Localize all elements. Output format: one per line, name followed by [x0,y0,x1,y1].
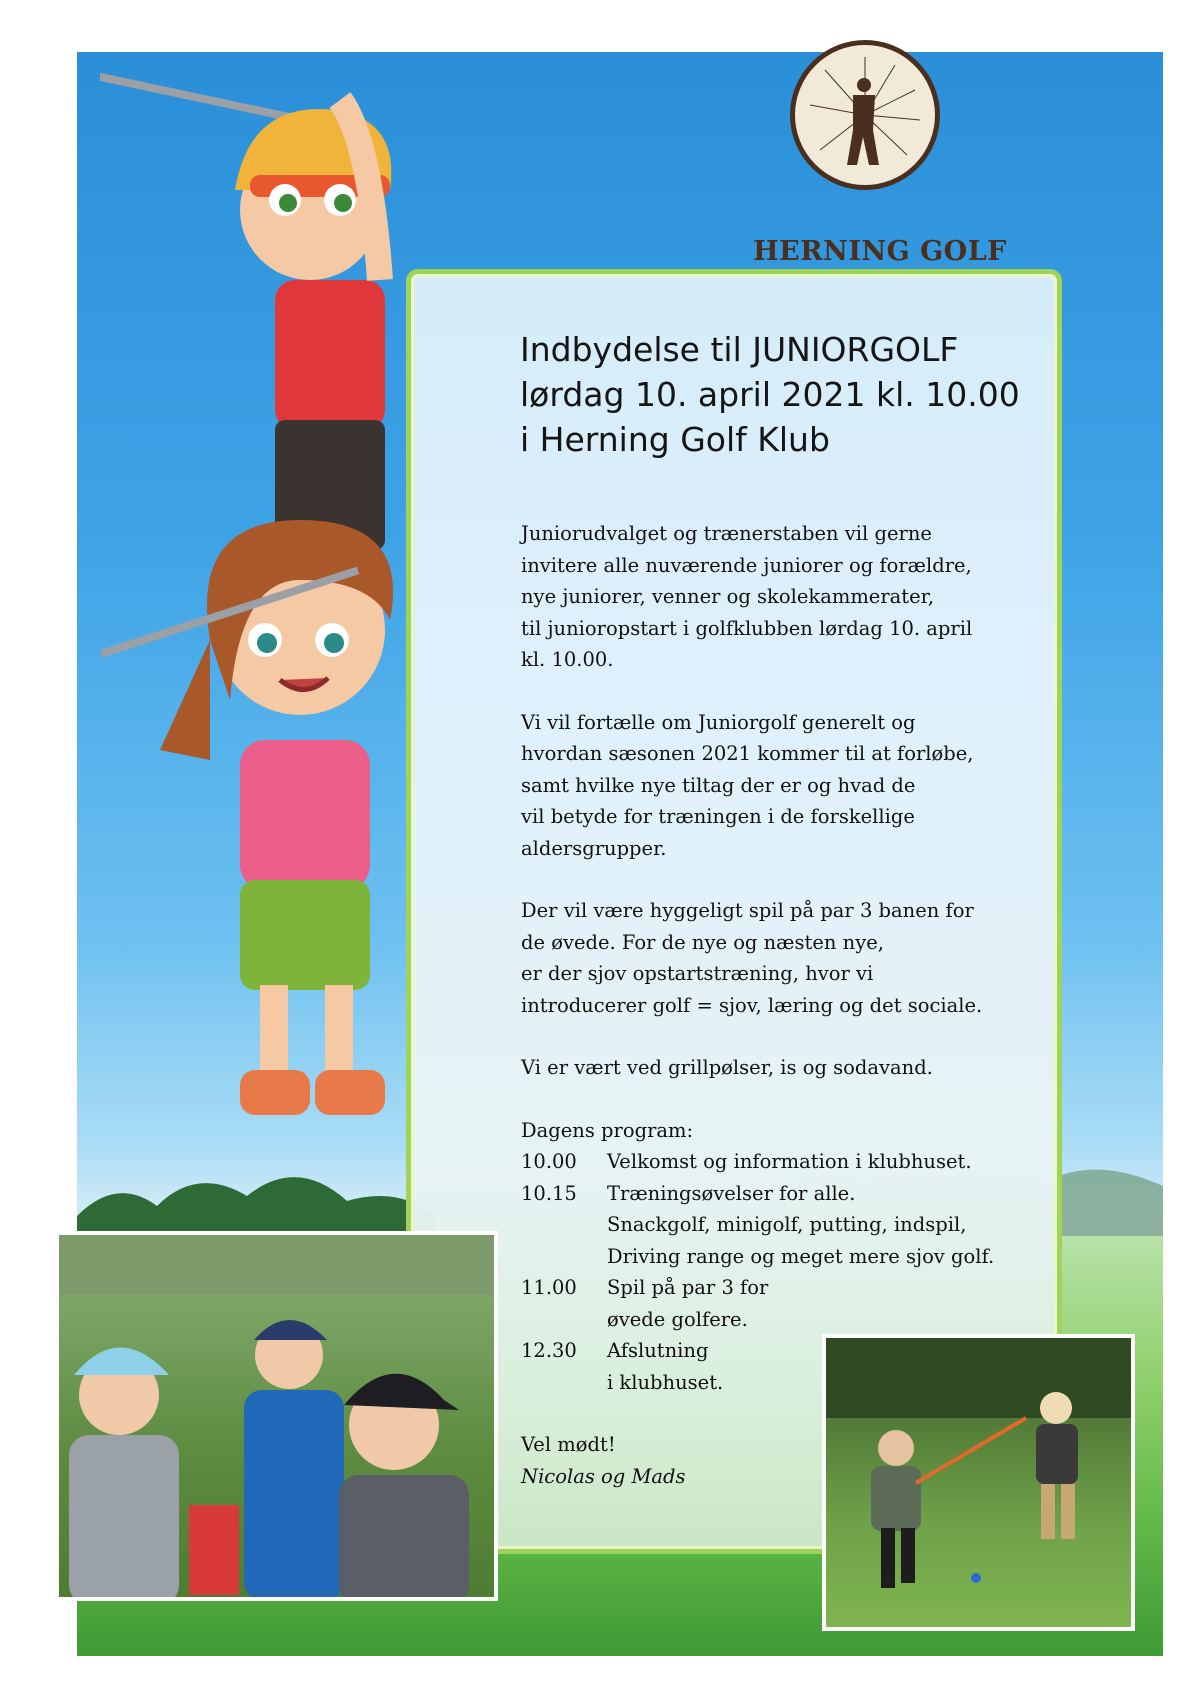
signoff-greeting: Vel mødt! [521,1433,616,1456]
program-time: 12.30 [521,1339,577,1362]
paragraph-season: Vi vil fortælle om Juniorgolf generelt og hvordan sæsonen 2021 kommer til at forløbe, samt hvilke nye tiltag der er og hvad de vil betyde for træningen i de forskellige aldersgrupper. [521,710,974,860]
program-description: Træningsøvelser for alle. Snackgolf, minigolf, putting, indspil, Driving range og meget mere sjov golf. [607,1181,995,1268]
heading-line-2: lørdag 10. april 2021 kl. 10.00 [520,375,1020,414]
heading-line-1: Indbydelse til JUNIORGOLF [520,330,959,369]
invitation-heading [520,327,1080,462]
photo-kids-swinging [822,1334,1135,1631]
program-time: 10.00 [521,1150,577,1173]
program-item [521,1146,1081,1178]
program-heading: Dagens program: [521,1118,694,1142]
program-time: 10.15 [521,1181,577,1205]
photo-junior-golfers [55,1231,498,1601]
program-item [521,1178,1081,1273]
signoff-names: Nicolas og Mads [521,1464,686,1488]
club-name: HERNING GOLF [730,236,1030,304]
program-description: Spil på par 3 for øvede golfere. [607,1276,769,1331]
program-description: Velkomst og information i klubhuset. [607,1150,972,1173]
paragraph-activities: Der vil være hyggeligt spil på par 3 banen for de øvede. For de nye og næsten nye, er der sjov opstartstræning, hvor vi introducerer golf = sjov, læring og det sociale. [521,899,983,1017]
paragraph-food: Vi er vært ved grillpølser, is og sodavand. [521,1056,933,1079]
program-item [521,1272,1081,1335]
paragraph-invite: Juniorudvalget og trænerstaben vil gerne invitere alle nuværende juniorer og forældre, nye juniorer, venner og skolekammerater, til junioropstart i golfklubben lørdag 10. april kl. 10.00. [521,522,973,671]
program-description: Afslutning i klubhuset. [607,1339,724,1394]
golfer-silhouette-icon [790,40,940,190]
heading-line-3: i Herning Golf Klub [520,420,830,459]
program-time: 11.00 [521,1276,577,1299]
